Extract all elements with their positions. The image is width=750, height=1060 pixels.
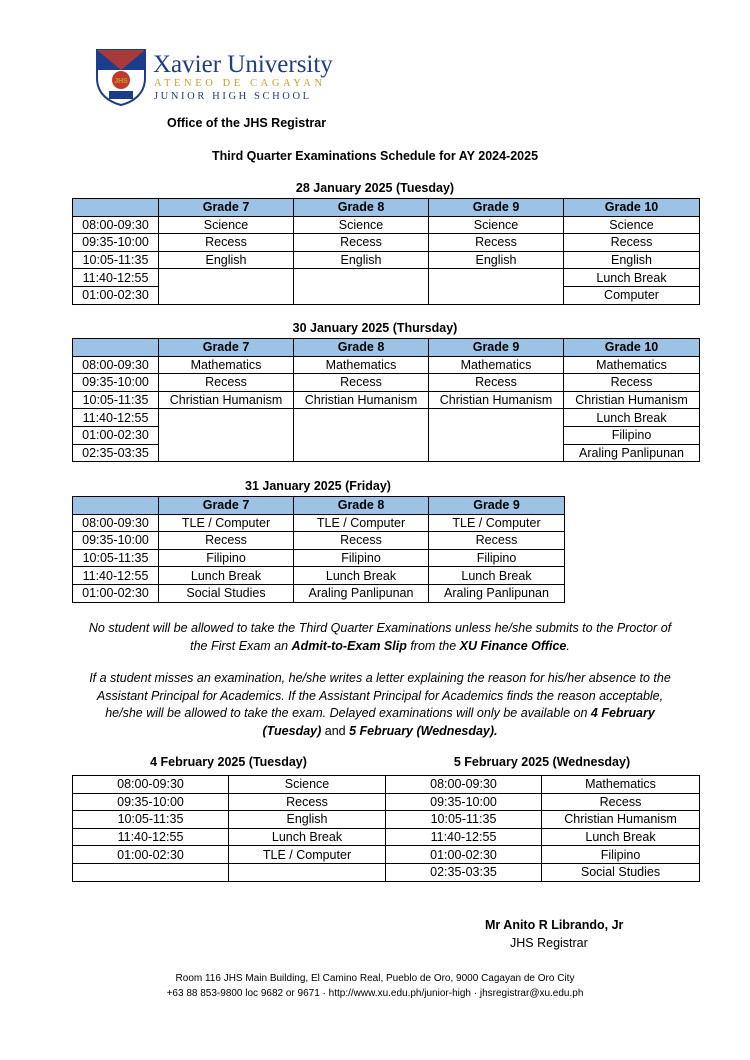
table-cell: Recess xyxy=(294,532,429,550)
notice-emphasis: 5 February (Wednesday). xyxy=(349,723,498,738)
table-cell: Mathematics xyxy=(542,776,700,794)
time-cell: 11:40-12:55 xyxy=(73,567,159,585)
table-cell: English xyxy=(429,251,564,269)
table-cell: Science xyxy=(229,776,386,794)
table-cell: Christian Humanism xyxy=(542,811,700,829)
time-cell: 11:40-12:55 xyxy=(73,269,159,287)
time-cell: 09:35-10:00 xyxy=(73,234,159,252)
table-cell: Recess xyxy=(159,374,294,392)
time-cell: 11:40-12:55 xyxy=(386,828,542,846)
time-cell: 01:00-02:30 xyxy=(73,286,159,304)
header-cell: Grade 8 xyxy=(294,497,429,515)
table-cell: TLE / Computer xyxy=(229,846,386,864)
table-cell: Science xyxy=(294,216,429,234)
table-row xyxy=(73,286,700,304)
table-row xyxy=(73,846,700,864)
table-row xyxy=(73,234,700,252)
time-cell: 10:05-11:35 xyxy=(73,391,159,409)
time-cell: 09:35-10:00 xyxy=(73,532,159,550)
table-cell: Araling Panlipunan xyxy=(429,584,565,602)
table-row xyxy=(73,863,700,881)
table-cell: Mathematics xyxy=(294,356,429,374)
notice-text: . xyxy=(566,638,570,653)
table-cell: Recess xyxy=(159,234,294,252)
university-name: Xavier University xyxy=(153,51,333,78)
table-cell: Christian Humanism xyxy=(159,391,294,409)
time-cell: 01:00-02:30 xyxy=(73,584,159,602)
table-cell: Recess xyxy=(542,793,700,811)
time-cell: 10:05-11:35 xyxy=(386,811,542,829)
table-cell xyxy=(294,269,429,287)
table-row xyxy=(73,828,700,846)
table-cell: Recess xyxy=(429,374,564,392)
time-cell: 11:40-12:55 xyxy=(73,828,229,846)
time-cell: 08:00-09:30 xyxy=(73,514,159,532)
table-cell xyxy=(294,444,429,462)
table-cell: Mathematics xyxy=(429,356,564,374)
table-cell: Recess xyxy=(564,374,700,392)
table-cell: Christian Humanism xyxy=(429,391,564,409)
table-cell xyxy=(429,409,564,427)
notice-emphasis: XU Finance Office xyxy=(459,638,567,653)
table-cell: Recess xyxy=(564,234,700,252)
table-row xyxy=(73,409,700,427)
table-cell: Lunch Break xyxy=(229,828,386,846)
header-cell: Grade 10 xyxy=(564,199,700,217)
delayed-exam-table xyxy=(72,775,700,882)
header-cell: Grade 7 xyxy=(159,497,294,515)
table-cell xyxy=(294,426,429,444)
table-row xyxy=(73,811,700,829)
table-row xyxy=(73,514,565,532)
table-header-row xyxy=(73,497,565,515)
time-cell: 08:00-09:30 xyxy=(73,356,159,374)
table-cell: Science xyxy=(429,216,564,234)
table-cell: English xyxy=(294,251,429,269)
table-cell: Filipino xyxy=(294,549,429,567)
office-label: Office of the JHS Registrar xyxy=(167,116,327,130)
table-cell: English xyxy=(564,251,700,269)
table-cell: TLE / Computer xyxy=(294,514,429,532)
table-cell xyxy=(429,426,564,444)
time-cell xyxy=(73,863,229,881)
table-row xyxy=(73,444,700,462)
time-cell: 08:00-09:30 xyxy=(386,776,542,794)
header-cell: Grade 9 xyxy=(429,199,564,217)
university-subtitle: ATENEO DE CAGAYAN xyxy=(154,78,326,89)
table-cell xyxy=(159,269,294,287)
day3-schedule-table xyxy=(72,496,565,603)
header-cell: Grade 8 xyxy=(294,339,429,357)
table-row xyxy=(73,426,700,444)
day2-schedule-table xyxy=(72,338,700,462)
table-header-row xyxy=(73,199,700,217)
xu-shield-icon xyxy=(95,48,147,106)
table-row xyxy=(73,532,565,550)
notice-text: from the xyxy=(406,638,460,653)
table-cell: English xyxy=(229,811,386,829)
table-row xyxy=(73,776,700,794)
table-cell: Science xyxy=(159,216,294,234)
table-cell: Recess xyxy=(294,234,429,252)
table-cell: Christian Humanism xyxy=(294,391,429,409)
header-cell: Grade 8 xyxy=(294,199,429,217)
day1-schedule-table xyxy=(72,198,700,305)
table-cell: Science xyxy=(564,216,700,234)
table-cell: Filipino xyxy=(542,846,700,864)
table-cell: Recess xyxy=(429,532,565,550)
time-cell: 08:00-09:30 xyxy=(73,216,159,234)
table-row xyxy=(73,567,565,585)
notice-text: If a student misses an examination, he/she writes a letter explaining the reason for his/her absence to the Assistant Principal for Academics. If the Assistant Principal for Academics finds the reason acceptable, he/she will be allowed to take the exam. Delayed examinations will only be available on xyxy=(89,671,671,720)
header-cell xyxy=(73,339,159,357)
table-cell xyxy=(159,286,294,304)
table-cell: Lunch Break xyxy=(294,567,429,585)
table-cell: Araling Panlipunan xyxy=(294,584,429,602)
day3-title: 31 January 2025 (Friday) xyxy=(245,479,391,493)
table-cell xyxy=(294,286,429,304)
notice-text: No student will be allowed to take the Third Quarter Examinations unless he/she submits to the Proctor of the First Exam an xyxy=(88,621,672,653)
time-cell: 01:00-02:30 xyxy=(73,846,229,864)
header-cell: Grade 9 xyxy=(429,497,565,515)
delayed-day1-title: 4 February 2025 (Tuesday) xyxy=(150,755,307,769)
table-row xyxy=(73,391,700,409)
page-title: Third Quarter Examinations Schedule for AY 2024-2025 xyxy=(211,149,539,163)
table-cell: Mathematics xyxy=(564,356,700,374)
time-cell: 02:35-03:35 xyxy=(386,863,542,881)
table-cell: Social Studies xyxy=(542,863,700,881)
school-name: JUNIOR HIGH SCHOOL xyxy=(154,91,312,102)
table-cell: Mathematics xyxy=(159,356,294,374)
header-cell: Grade 10 xyxy=(564,339,700,357)
table-cell: English xyxy=(159,251,294,269)
header-cell: Grade 7 xyxy=(159,199,294,217)
table-cell: Lunch Break xyxy=(564,269,700,287)
delayed-day2-title: 5 February 2025 (Wednesday) xyxy=(453,755,631,769)
table-cell: TLE / Computer xyxy=(159,514,294,532)
table-cell: Filipino xyxy=(564,426,700,444)
table-cell: Recess xyxy=(429,234,564,252)
time-cell: 09:35-10:00 xyxy=(73,793,229,811)
table-cell: Social Studies xyxy=(159,584,294,602)
time-cell: 11:40-12:55 xyxy=(73,409,159,427)
table-row xyxy=(73,793,700,811)
table-row xyxy=(73,356,700,374)
footer-contact: +63 88 853-9800 loc 9682 or 9671 · http://www.xu.edu.ph/junior-high · jhsregistrar@xu.edu.ph xyxy=(166,988,584,999)
notice-emphasis: Admit-to-Exam Slip xyxy=(291,638,407,653)
table-cell: Filipino xyxy=(159,549,294,567)
table-cell: Filipino xyxy=(429,549,565,567)
table-row xyxy=(73,216,700,234)
table-cell: Lunch Break xyxy=(564,409,700,427)
admit-slip-notice xyxy=(80,620,680,655)
time-cell: 09:35-10:00 xyxy=(73,374,159,392)
table-row xyxy=(73,549,565,567)
table-cell: Recess xyxy=(294,374,429,392)
table-cell: Araling Panlipunan xyxy=(564,444,700,462)
header-cell: Grade 7 xyxy=(159,339,294,357)
table-row xyxy=(73,584,565,602)
table-row xyxy=(73,374,700,392)
table-cell xyxy=(294,409,429,427)
day2-title: 30 January 2025 (Thursday) xyxy=(292,321,458,335)
time-cell: 10:05-11:35 xyxy=(73,251,159,269)
header-cell: Grade 9 xyxy=(429,339,564,357)
signatory-name: Mr Anito R Librando, Jr xyxy=(485,918,624,932)
table-cell: Computer xyxy=(564,286,700,304)
table-cell xyxy=(159,426,294,444)
table-cell: Lunch Break xyxy=(542,828,700,846)
notice-emphasis: 4 February (Tuesday) xyxy=(262,706,655,738)
time-cell: 01:00-02:30 xyxy=(73,426,159,444)
time-cell: 08:00-09:30 xyxy=(73,776,229,794)
footer-address: Room 116 JHS Main Building, El Camino Real, Pueblo de Oro, 9000 Cagayan de Oro City xyxy=(175,973,575,984)
table-cell: Christian Humanism xyxy=(564,391,700,409)
table-cell xyxy=(429,444,564,462)
table-cell: TLE / Computer xyxy=(429,514,565,532)
table-cell: Lunch Break xyxy=(159,567,294,585)
table-cell: Recess xyxy=(159,532,294,550)
university-logo xyxy=(95,48,355,106)
header-cell xyxy=(73,497,159,515)
time-cell: 02:35-03:35 xyxy=(73,444,159,462)
table-row xyxy=(73,269,700,287)
time-cell: 10:05-11:35 xyxy=(73,811,229,829)
header-cell xyxy=(73,199,159,217)
time-cell: 01:00-02:30 xyxy=(386,846,542,864)
table-header-row xyxy=(73,339,700,357)
table-cell: Recess xyxy=(229,793,386,811)
table-cell: Lunch Break xyxy=(429,567,565,585)
signatory-role: JHS Registrar xyxy=(510,936,588,950)
table-cell xyxy=(429,269,564,287)
table-cell xyxy=(159,444,294,462)
day1-title: 28 January 2025 (Tuesday) xyxy=(295,181,455,195)
missed-exam-notice xyxy=(80,670,680,740)
table-cell xyxy=(159,409,294,427)
table-row xyxy=(73,251,700,269)
notice-text: and xyxy=(321,723,350,738)
logo-monogram: JHS xyxy=(114,78,128,85)
table-cell xyxy=(429,286,564,304)
time-cell: 09:35-10:00 xyxy=(386,793,542,811)
time-cell: 10:05-11:35 xyxy=(73,549,159,567)
table-cell xyxy=(229,863,386,881)
